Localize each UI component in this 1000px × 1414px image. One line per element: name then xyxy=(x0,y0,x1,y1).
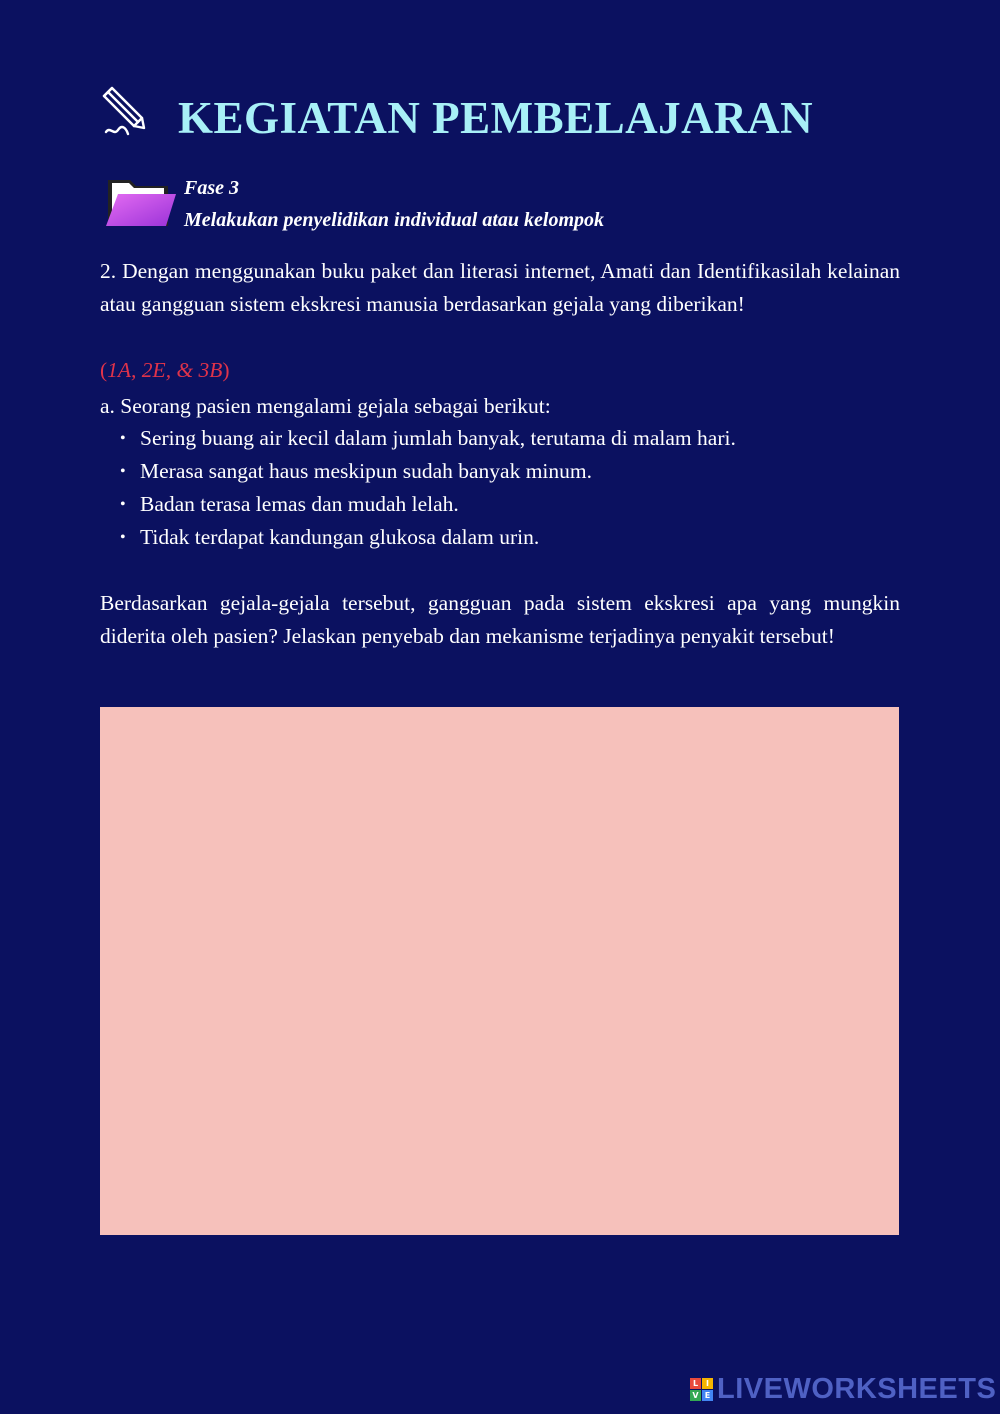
symptom-text: Tidak terdapat kandungan glukosa dalam urin. xyxy=(140,525,540,549)
symptom-text: Badan terasa lemas dan mudah lelah. xyxy=(140,492,459,516)
list-item: • Badan terasa lemas dan mudah lelah. xyxy=(120,492,459,516)
pencil-icon xyxy=(98,82,156,140)
symptom-list xyxy=(118,422,736,554)
question-instruction: 2. Dengan menggunakan buku paket dan literasi internet, Amati dan Identifikasilah kelainan atau gangguan sistem ekskresi manusia berdasarkan gejala yang diberikan! xyxy=(100,259,900,316)
symptom-text: Sering buang air kecil dalam jumlah banyak, terutama di malam hari. xyxy=(140,426,736,450)
codes-open: ( xyxy=(100,358,108,382)
phase-description: Melakukan penyelidikan individual atau kelompok xyxy=(184,209,605,231)
liveworksheets-watermark xyxy=(690,1373,996,1406)
phase-heading xyxy=(184,172,604,236)
watermark-text: LIVEWORKSHEETS xyxy=(717,1373,997,1405)
competency-codes xyxy=(100,354,900,387)
codes-text: 1A, 2E, & 3B xyxy=(107,358,223,382)
liveworksheets-logo-icon: L I V E xyxy=(690,1378,713,1401)
question-prompt: Berdasarkan gejala-gejala tersebut, gangguan pada sistem ekskresi apa yang mungkin diderita oleh pasien? Jelaskan penyebab dan mekanisme terjadinya penyakit tersebut! xyxy=(100,591,900,648)
list-item: • Merasa sangat haus meskipun sudah banyak minum. xyxy=(120,459,593,483)
sub-question: a. Seorang pasien mengalami gejala sebagai berikut: xyxy=(100,394,551,418)
phase-label: Fase 3 xyxy=(184,177,239,199)
page-title: KEGIATAN PEMBELAJARAN xyxy=(178,93,814,143)
list-item: • Sering buang air kecil dalam jumlah banyak, terutama di malam hari. xyxy=(120,426,736,450)
list-item: • Tidak terdapat kandungan glukosa dalam urin. xyxy=(120,525,540,549)
symptom-text: Merasa sangat haus meskipun sudah banyak minum. xyxy=(140,459,593,483)
codes-close: ) xyxy=(222,358,230,382)
folder-icon xyxy=(104,176,178,228)
answer-textarea[interactable] xyxy=(100,707,899,1235)
